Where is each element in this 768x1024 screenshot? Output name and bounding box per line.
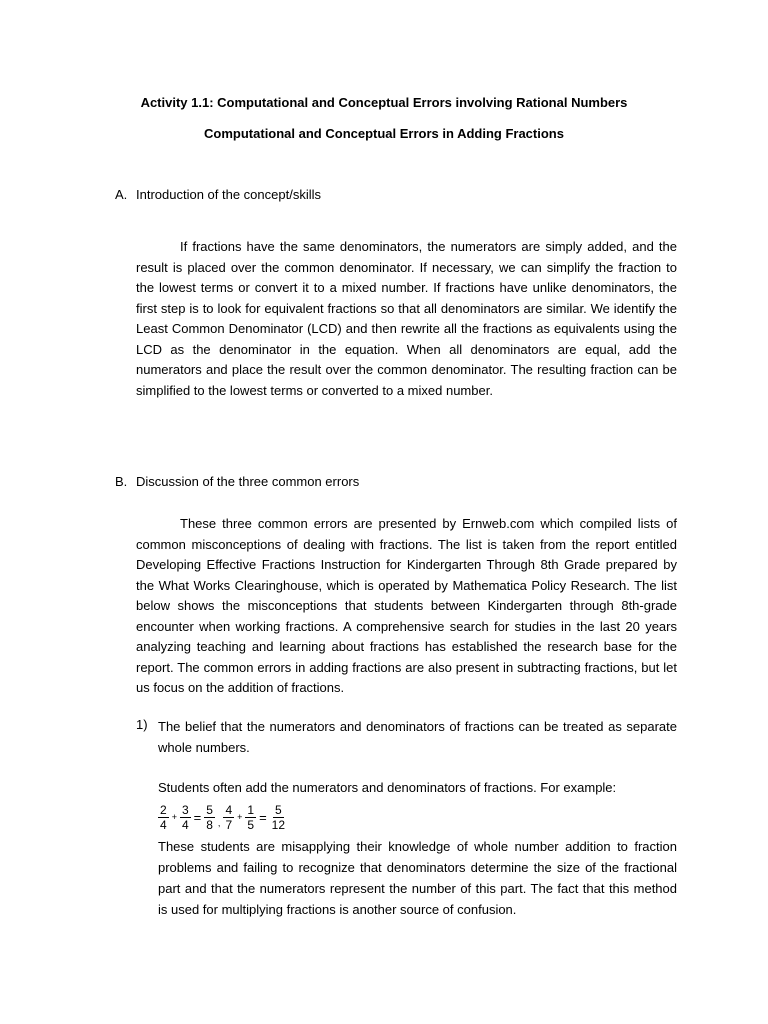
fraction-5-12 <box>270 803 287 832</box>
list-item <box>136 717 677 758</box>
numerator: 5 <box>275 802 282 817</box>
section-a-heading <box>115 187 321 202</box>
denominator: 12 <box>271 817 286 832</box>
example-intro: Students often add the numerators and denominators of fractions. For example: <box>158 780 617 795</box>
denominator: 4 <box>160 817 167 832</box>
section-a-heading-text: Introduction of the concept/skills <box>136 187 321 202</box>
fraction-5-8 <box>204 803 215 832</box>
list-item-text: The belief that the numerators and denominators of fractions can be treated as separate whole numbers. <box>158 719 677 755</box>
numerator: 1 <box>247 802 255 817</box>
equals-sign: = <box>259 809 267 825</box>
list-item-number: 1) <box>136 717 148 732</box>
fraction-3-4 <box>180 803 191 832</box>
equals-sign: = <box>193 809 202 825</box>
denominator: 7 <box>225 817 233 832</box>
section-b-paragraph <box>136 514 677 699</box>
section-b-heading-text: Discussion of the three common errors <box>136 474 360 489</box>
numerator: 5 <box>206 802 213 817</box>
section-subtitle: Computational and Conceptual Errors in Adding Fractions <box>204 126 564 141</box>
denominator: 8 <box>206 817 213 832</box>
plus-sign: + <box>171 812 177 822</box>
numerator: 2 <box>160 802 167 817</box>
fraction-4-7 <box>223 803 234 832</box>
plus-sign: + <box>237 812 243 822</box>
activity-title: Activity 1.1: Computational and Conceptual Errors involving Rational Numbers <box>140 95 628 110</box>
section-a-paragraph <box>136 237 677 401</box>
fraction-example <box>156 800 289 834</box>
section-a-paragraph-text: If fractions have the same denominators, the numerators are simply added, and the result is placed over the common denominator. If necessary, we can simplify the fraction to the lowest terms or convert it to a mixed number. If fractions have unlike denominators, the first step is to look for equivalent fractions so that all denominators are similar. We identify the Least Common Denominator (LCD) and then rewrite all the fractions as equivalents using the LCD as the denominator in the equation. When all denominators are equal, add the numerators and place the result over the common denominator. The resulting fraction can be simplified to the lowest terms or converted to a mixed number. <box>136 239 677 398</box>
section-b-letter: B. <box>115 474 128 489</box>
section-b-heading <box>115 474 359 489</box>
numerator: 3 <box>181 802 189 817</box>
comma: , <box>217 818 221 828</box>
section-b-paragraph-text: These three common errors are presented by Ernweb.com which compiled lists of common misconceptions of dealing with fractions. The list is taken from the report entitled Developing Effective Fractions Instruction for Kindergarten Through 8th Grade prepared by the What Works Clearinghouse, which is operated by Mathematica Policy Research. The list below shows the misconceptions that students between Kindergarten through 8th-grade encounter when working fractions. A comprehensive search for studies in the last 20 years analyzing teaching and learning about fractions has established the research base for the report. The common errors in adding fractions are also present in subtracting fractions, but let us focus on the addition of fractions. <box>136 516 677 695</box>
denominator: 4 <box>181 817 189 832</box>
explanation-paragraph: These students are misapplying their knowledge of whole number addition to fraction problems and failing to recognize that denominators determine the size of the fractional part and that the numerators represent the number of this part. The fact that this method is used for multiplying fractions is another source of confusion. <box>158 839 677 917</box>
fraction-1-5 <box>245 803 256 832</box>
denominator: 5 <box>247 817 255 832</box>
numerator: 4 <box>225 802 233 817</box>
section-a-letter: A. <box>115 187 128 202</box>
fraction-2-4 <box>158 803 169 832</box>
